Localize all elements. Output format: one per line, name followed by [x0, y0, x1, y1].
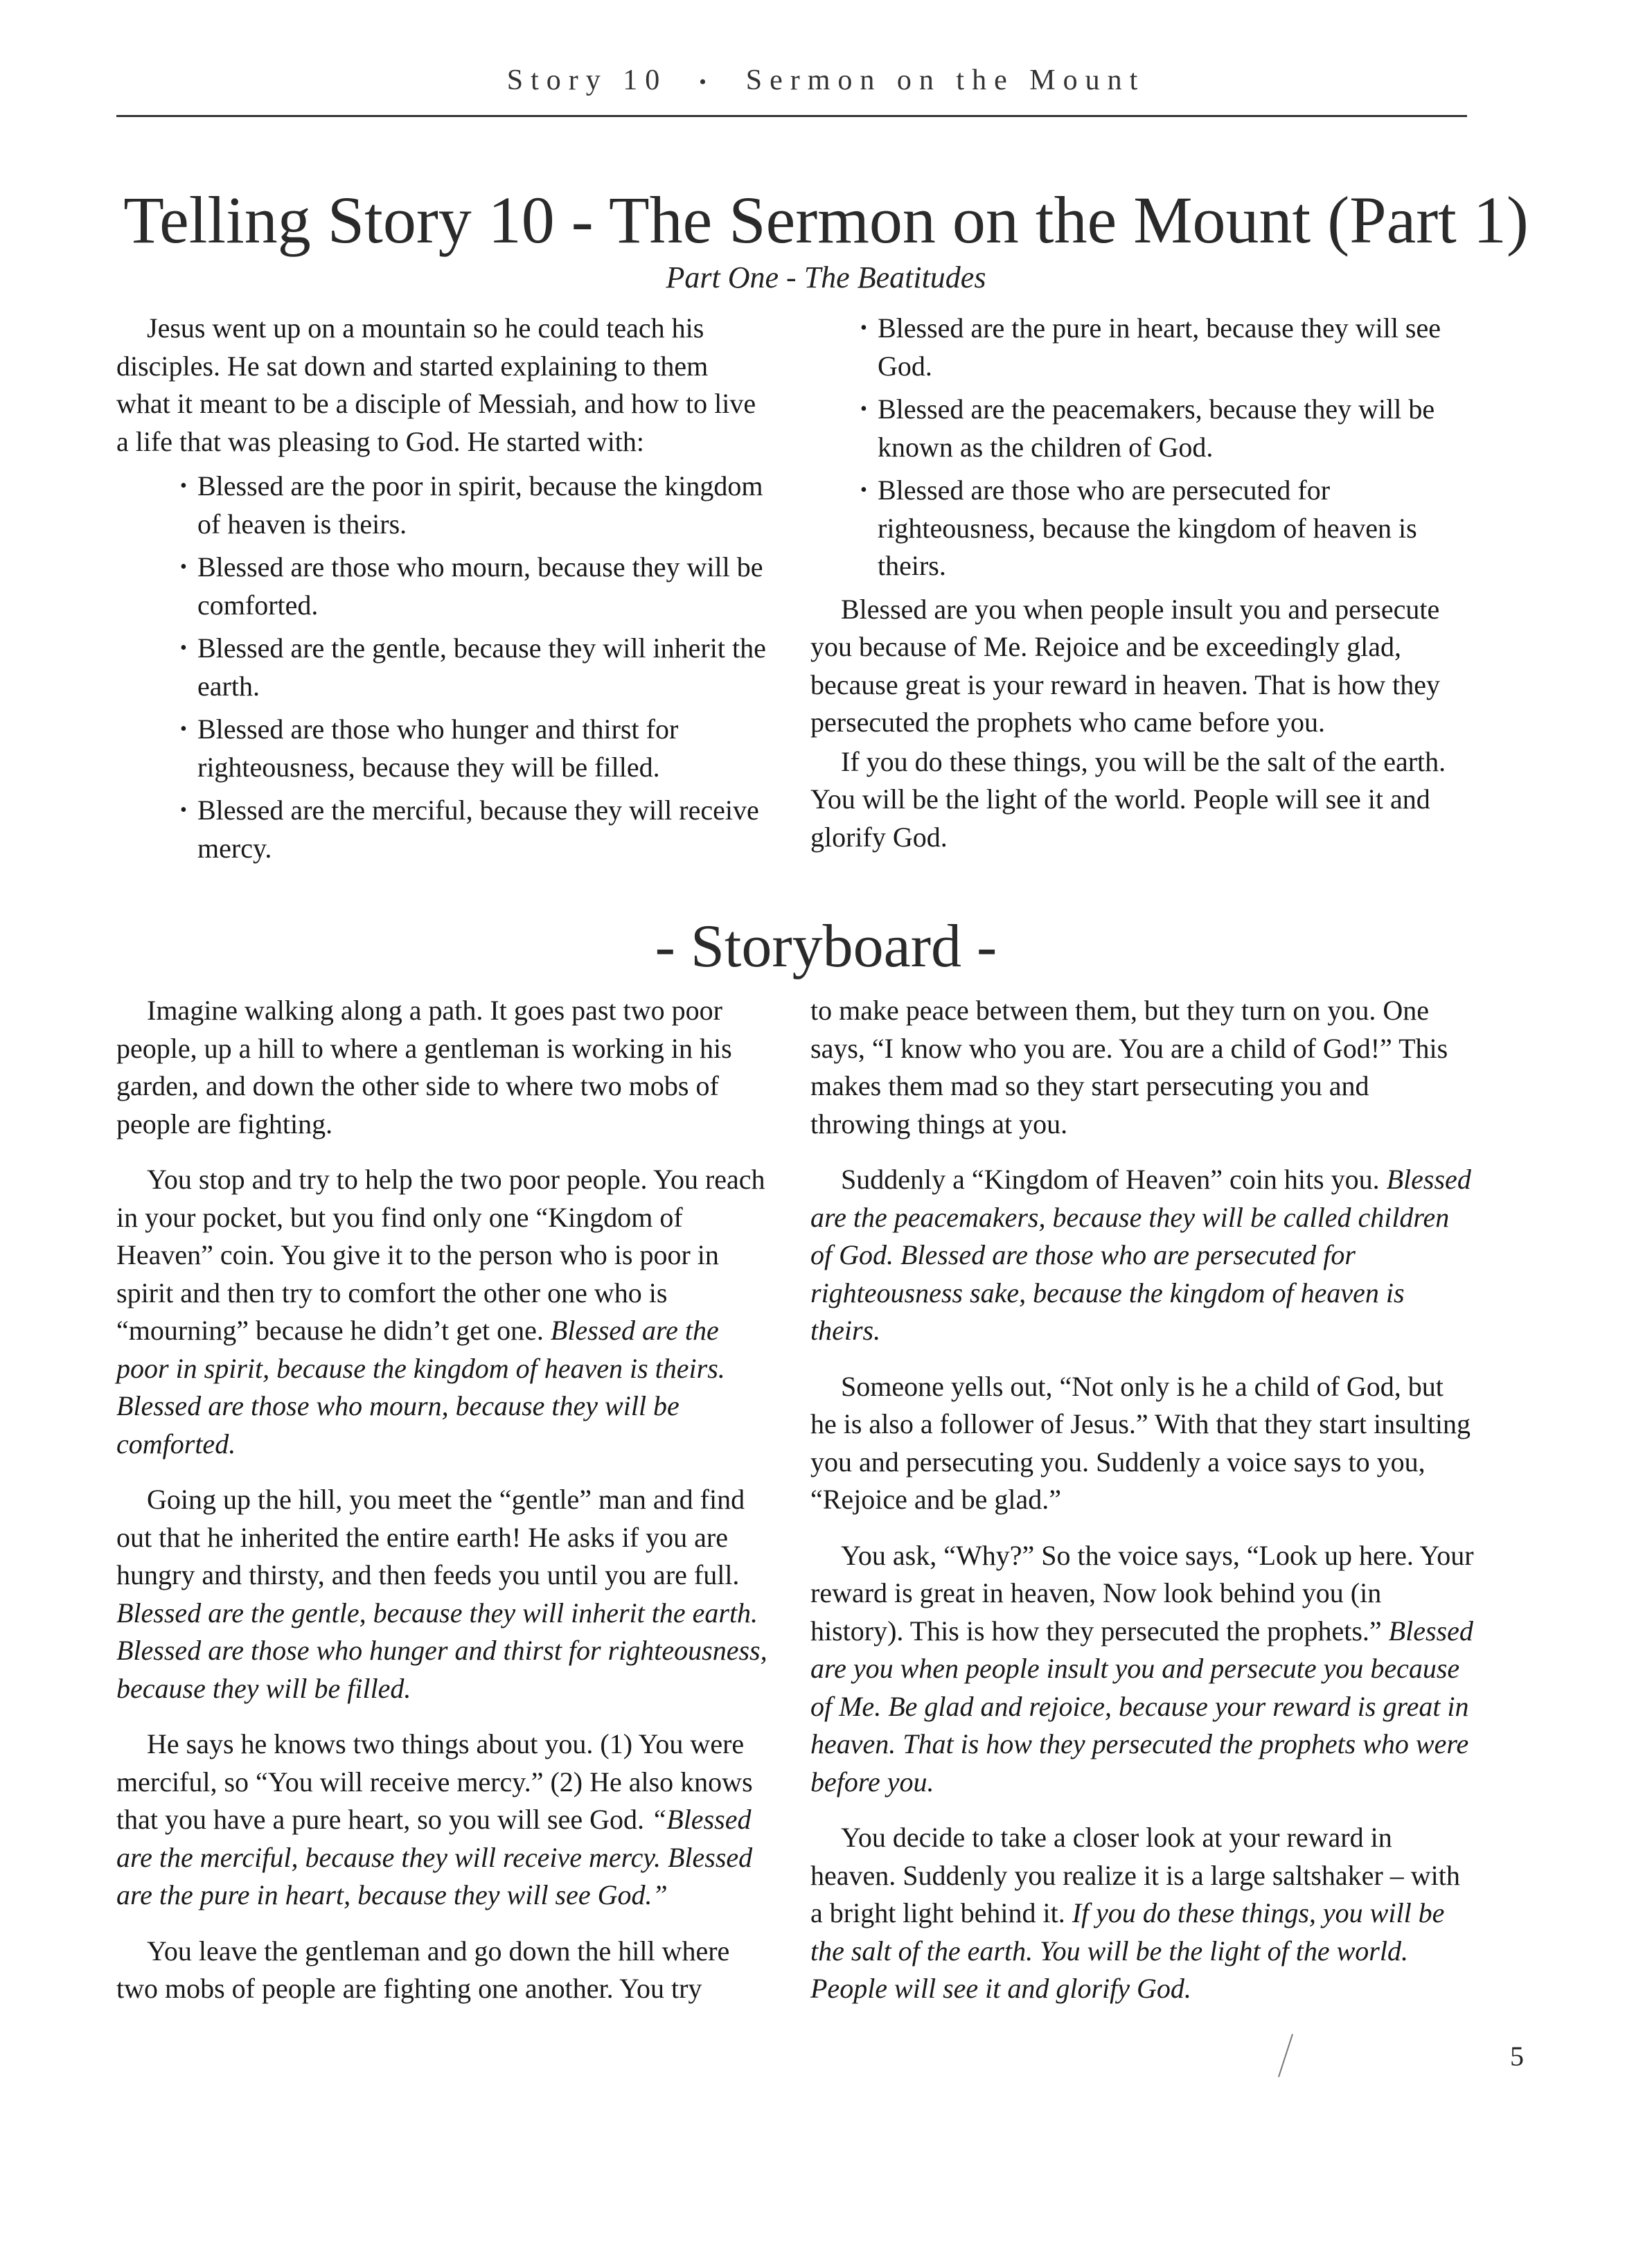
beatitude-text: Blessed are those who mourn, because they will be comforted. [197, 551, 763, 621]
beatitude-item [116, 792, 767, 867]
storyboard-right-column [810, 992, 1475, 2026]
storyboard-paragraph [810, 1161, 1475, 1350]
paragraph-text: Going up the hill, you meet the “gentle” man and find out that he inherited the entire earth! He asks if you are hungry and thirsty, and then feeds you until you are full. [116, 1484, 745, 1590]
page-subtitle: Part One - The Beatitudes [666, 260, 986, 294]
scan-artifact-mark [1278, 2034, 1293, 2077]
storyboard-paragraph [810, 992, 1475, 1143]
separator-bullet-icon: • [699, 71, 714, 94]
paragraph-text: Someone yells out, “Not only is he a child of God, but he is also a follower of Jesus.” With that they start insulting you and persecuting you. Suddenly a voice says to you, “Rejoice and be glad.” [810, 1370, 1471, 1515]
beatitude-item [810, 391, 1475, 466]
storyboard-heading: - Storyboard - [655, 913, 997, 980]
header-rule [116, 115, 1467, 117]
beatitude-item [116, 549, 767, 624]
beatitude-text: Blessed are the merciful, because they will receive mercy. [197, 795, 759, 864]
beatitude-text: Blessed are the pure in heart, because they will see God. [878, 312, 1441, 382]
closing-paragraph: Blessed are you when people insult you and persecute you because of Me. Rejoice and be exceedingly glad, because great is your reward in heaven. That is how they persecuted the prophets who came before you. [810, 593, 1440, 738]
beatitude-item [116, 468, 767, 543]
beatitude-item [810, 472, 1475, 585]
paragraph-text: to make peace between them, but they turn on you. One says, “I know who you are. You are a child of God!” This makes them mad so they start persecuting you and throwing things at you. [810, 995, 1448, 1139]
running-header-story: Story 10 [506, 64, 668, 96]
storyboard-paragraph [116, 1725, 774, 1915]
beatitude-item [810, 310, 1475, 385]
bullet-icon: • [860, 317, 867, 339]
paragraph-scripture: If you do these things, you will be the salt of the earth. You will be the light of the world. People will see it and glorify God. [810, 1897, 1445, 2004]
paragraph-text: Suddenly a “Kingdom of Heaven” coin hits you. [841, 1164, 1387, 1195]
paragraph-scripture: Blessed are you when people insult you and persecute you because of Me. Be glad and rejoice, because your reward is great in heaven. That is how they persecuted the prophets who were before you. [810, 1615, 1473, 1798]
paragraph-text: You decide to take a closer look at your reward in heaven. Suddenly you realize it is a large saltshaker – with a bright light behind it. [810, 1822, 1460, 1928]
running-header [0, 64, 1652, 97]
storyboard-paragraph [116, 992, 774, 1143]
beatitudes-list-left [116, 468, 767, 867]
paragraph-scripture: Blessed are the gentle, because they will inherit the earth. Blessed are those who hunger and thirst for righteousness, because they will be filled. [116, 1597, 767, 1704]
paragraph-scripture: Blessed are the poor in spirit, because the kingdom of heaven is theirs. Blessed are those who mourn, because they will be comforted. [116, 1315, 725, 1459]
beatitudes-list-right [810, 310, 1475, 585]
bullet-icon: • [180, 799, 187, 821]
beatitude-text: Blessed are the gentle, because they will inherit the earth. [197, 632, 766, 702]
page-title: Telling Story 10 - The Sermon on the Mount (Part 1) [123, 183, 1529, 257]
storyboard-paragraph [116, 1161, 774, 1463]
beatitude-text: Blessed are those who hunger and thirst for righteousness, because they will be filled. [197, 713, 679, 783]
bullet-icon: • [180, 475, 187, 497]
storyboard-paragraph [810, 1537, 1475, 1802]
bullet-icon: • [180, 718, 187, 740]
beatitudes-left-column [116, 310, 767, 873]
storyboard-paragraph [810, 1368, 1475, 1519]
storyboard-paragraph [116, 1933, 774, 2008]
storyboard-paragraph [810, 1819, 1475, 2008]
bullet-icon: • [860, 479, 867, 501]
paragraph-text: You ask, “Why?” So the voice says, “Look up here. Your reward is great in heaven, Now look behind you (in history). This is how they persecuted the prophets.” [810, 1539, 1474, 1647]
beatitudes-right-column [810, 310, 1475, 856]
bullet-icon: • [180, 556, 187, 578]
beatitude-text: Blessed are those who are persecuted for righteousness, because the kingdom of heaven is theirs. [878, 474, 1417, 581]
bullet-icon: • [860, 398, 867, 420]
beatitude-text: Blessed are the peacemakers, because they will be known as the children of God. [878, 393, 1435, 463]
storyboard-paragraph [116, 1481, 774, 1707]
paragraph-text: He says he knows two things about you. (1) You were merciful, so “You will receive mercy.” (2) He also knows that you have a pure heart, so you will see God. [116, 1728, 753, 1835]
page-number: 5 [1510, 2041, 1524, 2072]
paragraph-text: Imagine walking along a path. It goes past two poor people, up a hill to where a gentleman is working in his garden, and down the other side to where two mobs of people are fighting. [116, 995, 732, 1139]
bullet-icon: • [180, 637, 187, 659]
beatitudes-intro: Jesus went up on a mountain so he could teach his disciples. He sat down and started explaining to them what it meant to be a disciple of Messiah, and how to live a life that was pleasing to God. He started with: [116, 312, 756, 457]
paragraph-scripture: Blessed are the peacemakers, because they will be called children of God. Blessed are those who are persecuted for righteousness sake, because the kingdom of heaven is theirs. [810, 1164, 1471, 1346]
beatitude-item [116, 630, 767, 705]
running-header-topic: Sermon on the Mount [745, 64, 1146, 96]
paragraph-text: You stop and try to help the two poor people. You reach in your pocket, but you find only one “Kingdom of Heaven” coin. You give it to the person who is poor in spirit and then try to comfort the other one who is “mourning” because he didn’t get one. [116, 1164, 765, 1346]
closing-paragraph: If you do these things, you will be the salt of the earth. You will be the light of the world. People will see it and glorify God. [810, 745, 1446, 853]
paragraph-scripture: “Blessed are the merciful, because they will receive mercy. Blessed are the pure in heart, because they will see God.” [116, 1804, 753, 1910]
beatitude-text: Blessed are the poor in spirit, because the kingdom of heaven is theirs. [197, 470, 763, 540]
beatitude-item [116, 711, 767, 786]
paragraph-text: You leave the gentleman and go down the hill where two mobs of people are fighting one another. You try [116, 1935, 730, 2004]
storyboard-left-column [116, 992, 774, 2026]
